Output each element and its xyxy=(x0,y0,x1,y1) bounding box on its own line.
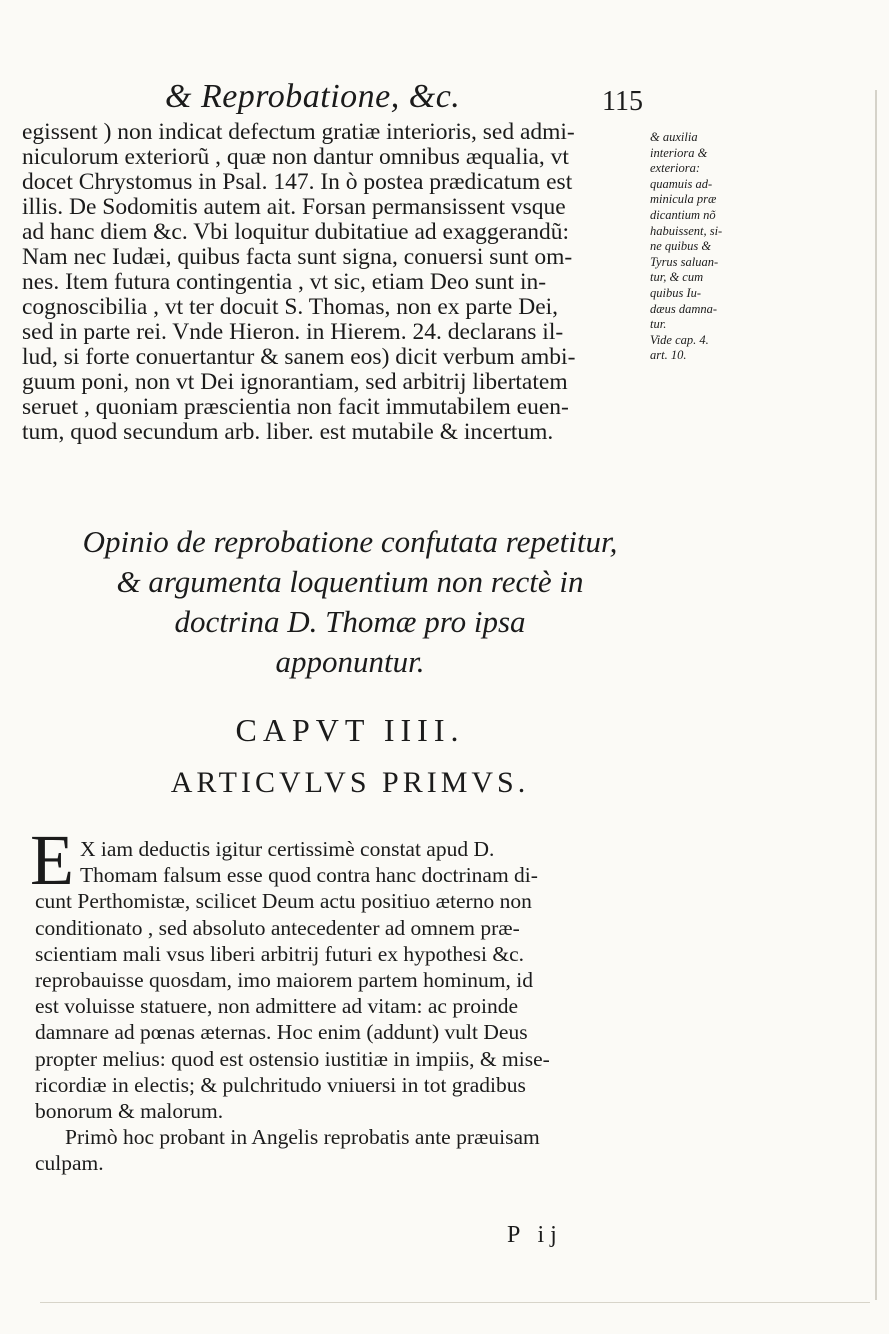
body-line: tum, quod secundum arb. liber. est mutabile & incertum. xyxy=(22,419,554,445)
drop-cap: E xyxy=(30,820,74,900)
marginal-note-line: exteriora: xyxy=(650,161,700,176)
body-line: lud, si forte conuertantur & sanem eos) dicit verbum ambi- xyxy=(22,344,576,370)
main-line: est voluisse statuere, non admittere ad vitam: ac proinde xyxy=(35,994,519,1019)
body-line: seruet , quoniam præscientia non facit immutabilem euen- xyxy=(22,394,569,420)
main-line: scientiam mali vsus liberi arbitrij futuri ex hypothesi &c. xyxy=(35,941,525,966)
main-line: ricordiæ in electis; & pulchritudo vniuersi in tot gradibus xyxy=(35,1072,526,1097)
main-line: cunt Perthomistæ, scilicet Deum actu positiuo æterno non xyxy=(35,889,532,914)
section-title xyxy=(0,522,700,682)
marginal-note-line: quibus Iu- xyxy=(650,285,702,300)
section-title-line: & argumenta loquentium non rectè in xyxy=(116,564,584,599)
article-heading: ARTICVLVS PRIMVS. xyxy=(170,766,530,799)
marginal-note-line: Tyrus saluan- xyxy=(650,254,719,269)
body-line: egissent ) non indicat defectum gratiæ interioris, sed admi- xyxy=(22,119,575,145)
marginal-note-line: ne quibus & xyxy=(650,239,712,254)
main-line: Thomam falsum esse quod contra hanc doctrinam di- xyxy=(80,863,538,888)
body-line: sed in parte rei. Vnde Hieron. in Hierem. 24. declarans il- xyxy=(22,319,564,345)
marginal-note-line: tur. xyxy=(650,317,667,332)
body-line: ad hanc diem &c. Vbi loquitur dubitatiue ad exaggerandũ: xyxy=(22,219,570,245)
section-title-line: Opinio de reprobatione confutata repetitur, xyxy=(82,524,618,559)
body-paragraph xyxy=(22,120,650,445)
main-line: propter melius: quod est ostensio iustitiæ in impiis, & mise- xyxy=(35,1046,550,1071)
signature-mark: P ij xyxy=(507,1222,563,1248)
body-line: illis. De Sodomitis autem ait. Forsan permansissent vsque xyxy=(22,194,566,220)
marginal-note-line: quamuis ad- xyxy=(650,176,713,191)
page-edge-line xyxy=(875,90,877,1300)
marginal-note-line: dicantium nõ xyxy=(650,207,716,222)
main-paragraph xyxy=(35,836,655,1177)
section-title-line: doctrina D. Thomæ pro ipsa xyxy=(174,604,526,639)
marginal-note-line: Vide cap. 4. xyxy=(650,332,709,347)
body-line: docet Chrystomus in Psal. 147. In ò postea prædicatum est xyxy=(22,169,573,195)
chapter-heading: CAPVT IIII. xyxy=(235,712,465,748)
body-line: Nam nec Iudæi, quibus facta sunt signa, conuersi sunt om- xyxy=(22,244,573,270)
marginal-note-line: & auxilia xyxy=(650,130,698,144)
main-line: X iam deductis igitur certissimè constat apud D. xyxy=(80,837,495,861)
main-line: reprobauisse quosdam, imo maiorem partem hominum, id xyxy=(35,968,533,993)
marginal-note-line: habuissent, si- xyxy=(650,223,723,238)
body-line: guum poni, non vt Dei ignorantiam, sed arbitrij libertatem xyxy=(22,369,568,395)
page-number: 115 xyxy=(602,86,643,117)
main-line: Primò hoc probant in Angelis reprobatis ante præuisam xyxy=(65,1125,540,1150)
section-title-line: apponuntur. xyxy=(275,644,425,679)
body-line: cognoscibilia , vt ter docuit S. Thomas, non ex parte Dei, xyxy=(22,294,559,320)
main-line: culpam. xyxy=(35,1151,104,1176)
body-line: niculorum exteriorũ , quæ non dantur omnibus æqualia, vt xyxy=(22,144,569,170)
bottom-rule xyxy=(40,1302,870,1303)
main-line: damnare ad pœnas æternas. Hoc enim (addunt) vult Deus xyxy=(35,1020,528,1045)
marginal-note xyxy=(650,130,768,364)
marginal-note-line: dæus damna- xyxy=(650,301,718,316)
body-line: nes. Item futura contingentia , vt sic, etiam Deo sunt in- xyxy=(22,269,547,295)
running-head: & Reprobatione, &c. xyxy=(165,78,461,115)
marginal-note-line: art. 10. xyxy=(650,348,687,363)
marginal-note-line: interiora & xyxy=(650,145,708,160)
marginal-note-line: minicula præ xyxy=(650,192,717,207)
main-line: bonorum & malorum. xyxy=(35,1099,224,1124)
main-line: conditionato , sed absoluto antecedenter ad omnem præ- xyxy=(35,915,520,940)
marginal-note-line: tur, & cum xyxy=(650,270,704,285)
